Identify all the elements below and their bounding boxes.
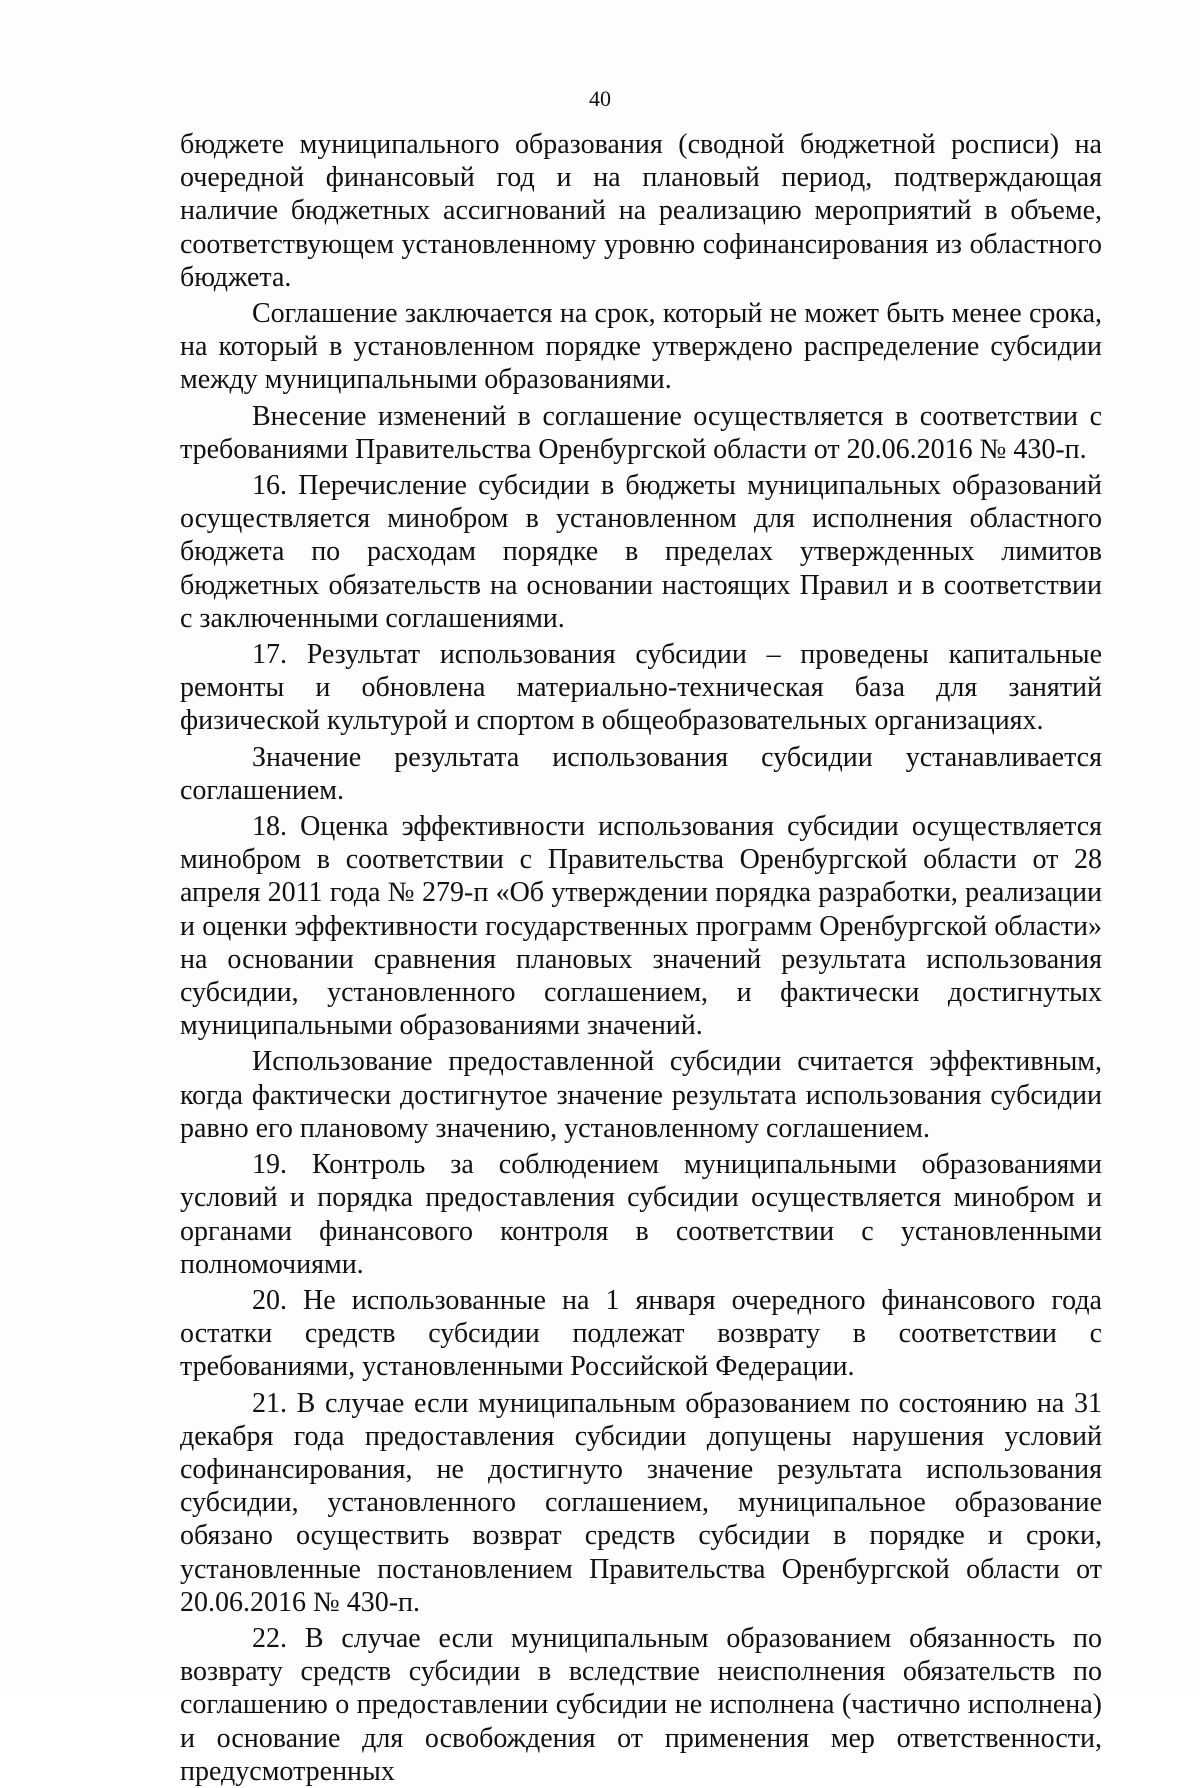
document-body [180,128,1102,1788]
paragraph-efficiency: Использование предоставленной субсидии считается эффективным, когда фактически достигнутое значение результата использования субсидии равно его плановому значению, установленному соглашением. [180,1046,1102,1144]
paragraph-item-21: 21. В случае если муниципальным образованием по состоянию на 31 декабря года предоставления субсидии допущены нарушения условий софинансирования, не достигнуто значение результата использования субсидии, установленного соглашением, муниципальное образование обязано осуществить возврат средств субсидии в порядке и сроки, установленные постановлением Правительства Оренбургской области от 20.06.2016 № 430-п. [180,1387,1102,1618]
paragraph-item-20: 20. Не использованные на 1 января очередного финансового года остатки средств субсидии подлежат возврату в соответствии с требованиями, установленными Российской Федерации. [180,1284,1102,1383]
paragraph-item-16: 16. Перечисление субсидии в бюджеты муниципальных образований осуществляется минобром в установленном для исполнения областного бюджета по расходам порядке в пределах утвержденных лимитов бюджетных обязательств на основании настоящих Правил и в соответствии с заключенными соглашениями. [180,470,1102,634]
paragraph-agreement-amendment: Внесение изменений в соглашение осуществляется в соответствии с требованиями Правительства Оренбургской области от 20.06.2016 № 430-п. [180,400,1102,465]
paragraph-agreement-term: Соглашение заключается на срок, который не может быть менее срока, на который в установленном порядке утверждено распределение субсидии между муниципальными образованиями. [180,298,1102,396]
paragraph-result-value: Значение результата использования субсидии устанавливается соглашением. [180,741,1102,806]
paragraph-item-18: 18. Оценка эффективности использования субсидии осуществляется минобром в соответствии с Правительства Оренбургской области от 28 апреля 2011 года № 279-п «Об утверждении порядка разработки, реализации и оценки эффективности государственных программ Оренбургской области» на основании сравнения плановых значений результата использования субсидии, установленного соглашением, и фактически достигнутых муниципальными образованиями значений. [180,811,1102,1042]
paragraph-item-17: 17. Результат использования субсидии – проведены капитальные ремонты и обновлена материально-техническая база для занятий физической культурой и спортом в общеобразовательных организациях. [180,639,1102,737]
paragraph-budget-continuation: бюджете муниципального образования (сводной бюджетной росписи) на очередной финансовый год и на плановый период, подтверждающая наличие бюджетных ассигнований на реализацию мероприятий в объеме, соответствующем установленному уровню софинансирования из областного бюджета. [180,129,1102,293]
page-number: 40 [589,86,611,111]
paragraph-item-19: 19. Контроль за соблюдением муниципальными образованиями условий и порядка предоставления субсидии осуществляется минобром и органами финансового контроля в соответствии с установленными полномочиями. [180,1149,1102,1280]
paragraph-item-22: 22. В случае если муниципальным образованием обязанность по возврату средств субсидии в вследствие неисполнения обязательств по соглашению о предоставлении субсидии не исполнена (частично исполнена) и основание для освобождения от применения мер ответственности, предусмотренных [180,1622,1102,1787]
